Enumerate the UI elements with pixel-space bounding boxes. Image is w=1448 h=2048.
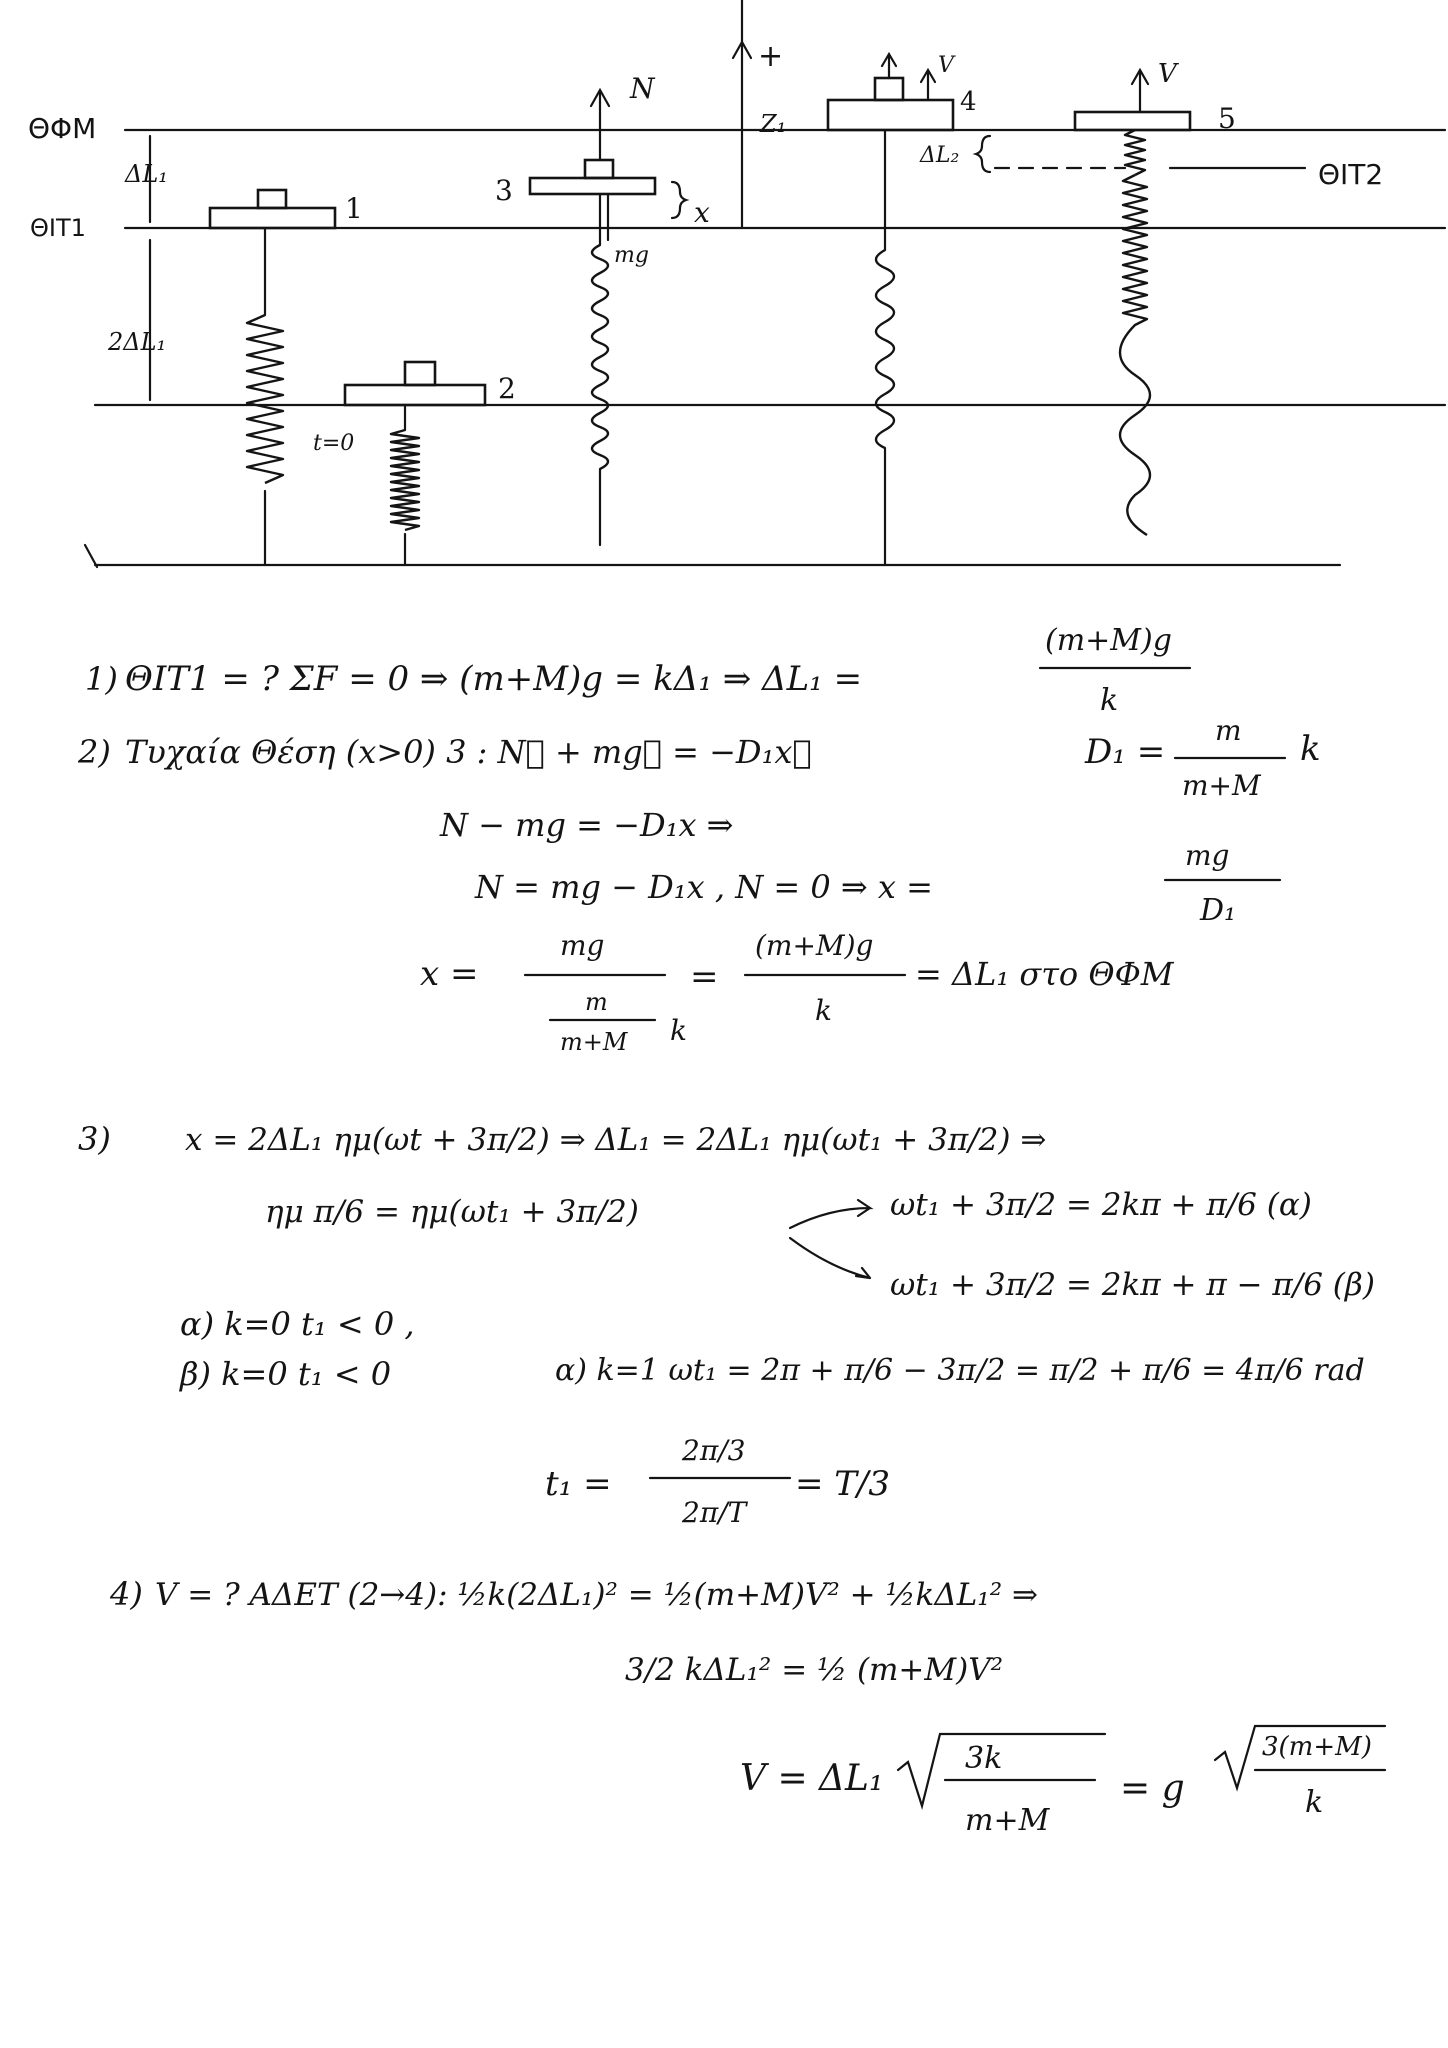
block-3-number: 3 [495,174,513,207]
step-3-t1-num: 2π/3 [682,1434,746,1467]
step-3-case-a: α) k=0 t₁ < 0 , [180,1305,415,1343]
label-2dl1: 2ΔL₁ [108,328,167,356]
step-2-c-den: D₁ [1200,893,1237,928]
step-3 [78,1120,1375,1529]
step-2-d-x: x = [420,954,479,994]
label-z1: Z₁ [760,110,787,138]
step-2-equation-c: N = mg − D₁x , N = 0 ⇒ x = [475,868,933,906]
step-2-number: 2) [78,733,111,771]
ground-tick [85,545,97,567]
step-4-rad2-den: k [1305,1785,1324,1820]
step-2-d1-lhs: D₁ = [1085,732,1166,772]
block-1-mass [258,190,286,208]
step-3-t1-den: 2π/T [682,1496,747,1529]
step-1-equation: ΘΙΤ1 = ? ΣF = 0 ⇒ (m+M)g = kΔ₁ ⇒ ΔL₁ = [125,659,863,699]
step-3-split-arrow-up [790,1200,870,1228]
system-4 [758,39,977,565]
step-3-equation-b: ημ π/6 = ημ(ωt₁ + 3π/2) [265,1194,639,1230]
step-2-d2-num: (m+M)g [755,929,874,962]
label-normal-force: N [630,72,655,105]
block-2-number: 2 [498,372,516,405]
step-4-v-lhs: V = ΔL₁ [740,1758,884,1799]
step-3-case-b: β) k=0 t₁ < 0 [180,1355,392,1393]
step-2-d-den-k: k [670,1014,687,1047]
step-2-d2-den: k [815,994,832,1027]
step-3-equation-c: ωt₁ + 3π/2 = 2kπ + π/6 (α) [890,1187,1312,1223]
step-4 [109,1575,1385,1838]
step-4-rad1-num: 3k [965,1741,1003,1776]
block-2-plate [345,385,485,405]
label-dl2: ΔL₂ [920,143,960,168]
step-2-d1-den: m+M [1182,769,1261,802]
block-4-plate [828,100,953,130]
label-thit2: ΘΙΤ2 [1318,158,1384,191]
solution [77,623,1385,1838]
step-3-case-a2: α) k=1 ωt₁ = 2π + π/6 − 3π/2 = π/2 + π/6 = 4π/6 rad [555,1353,1365,1388]
step-2-d-tail: = ΔL₁ στο ΘΦΜ [915,955,1174,993]
block-2-mass [405,362,435,385]
label-thit1: ΘΙΤ1 [30,214,86,242]
spring-4 [876,250,894,448]
spring-3 [592,245,608,469]
block-5-number: 5 [1218,102,1236,135]
label-velocity-4: V [938,53,954,78]
block-4-mass [875,78,903,100]
spring-mass-diagram [28,0,1445,567]
step-3-split-arrow-down [790,1238,870,1278]
label-x: x [694,196,710,229]
spring-2 [391,430,419,530]
step-2-d1-k: k [1300,729,1321,769]
dl2-brace [976,136,990,172]
block-5-plate [1075,112,1190,130]
x-brace [672,182,686,218]
label-axis-plus: + [758,39,784,74]
system-1 [210,190,363,565]
block-4-number: 4 [960,87,977,117]
step-3-t1-lhs: t₁ = [545,1464,612,1504]
block-3-plate [530,178,655,194]
block-3-mass [585,160,613,178]
step-2-d1-num: m [1215,714,1242,747]
step-2-d-eq: = [690,957,719,997]
spring-5-top [1125,130,1145,175]
step-1 [85,623,1190,718]
system-2 [313,362,516,565]
step-2 [77,714,1321,1056]
step-4-v-mid: = g [1120,1768,1185,1809]
label-velocity-5: V [1158,59,1177,89]
step-4-equation-b: 3/2 kΔL₁² = ½ (m+M)V² [625,1652,1004,1688]
label-weight: mg [614,243,649,268]
step-3-t1-rhs: = T/3 [795,1464,891,1504]
label-dl1: ΔL₁ [125,160,168,188]
step-4-equation-a: V = ? ΑΔΕΤ (2→4): ½k(2ΔL₁)² = ½(m+M)V² + ½kΔL₁² ⇒ [155,1577,1038,1613]
step-1-frac-den: k [1100,683,1119,718]
step-2-c-num: mg [1185,839,1230,872]
block-1-number: 1 [345,192,363,225]
step-2-d-den-den: m+M [560,1028,628,1056]
step-1-frac-num: (m+M)g [1045,623,1172,658]
step-2-d-num: mg [560,929,605,962]
step-1-number: 1) [85,660,118,698]
label-t0: t=0 [313,431,355,456]
system-3 [495,72,710,545]
step-2-equation-b: N − mg = −D₁x ⇒ [440,806,734,844]
block-1-plate [210,208,335,228]
spring-1 [247,315,283,483]
step-3-equation-a: x = 2ΔL₁ ημ(ωt + 3π/2) ⇒ ΔL₁ = 2ΔL₁ ημ(ωt₁ + 3π/2) ⇒ [185,1122,1047,1158]
step-3-equation-d: ωt₁ + 3π/2 = 2kπ + π − π/6 (β) [890,1267,1375,1303]
step-4-rad1-den: m+M [965,1803,1050,1838]
step-4-number: 4) [110,1575,143,1613]
step-3-number: 3) [78,1120,111,1158]
step-2-d-den-num: m [585,988,608,1016]
step-4-rad2-num: 3(m+M) [1262,1732,1372,1762]
label-thfm: ΘΦΜ [28,112,97,145]
step-2-equation-a: Τυχαία Θέση (x>0) 3 : N⃗ + mg⃗ = −D₁x⃗ [125,733,812,771]
